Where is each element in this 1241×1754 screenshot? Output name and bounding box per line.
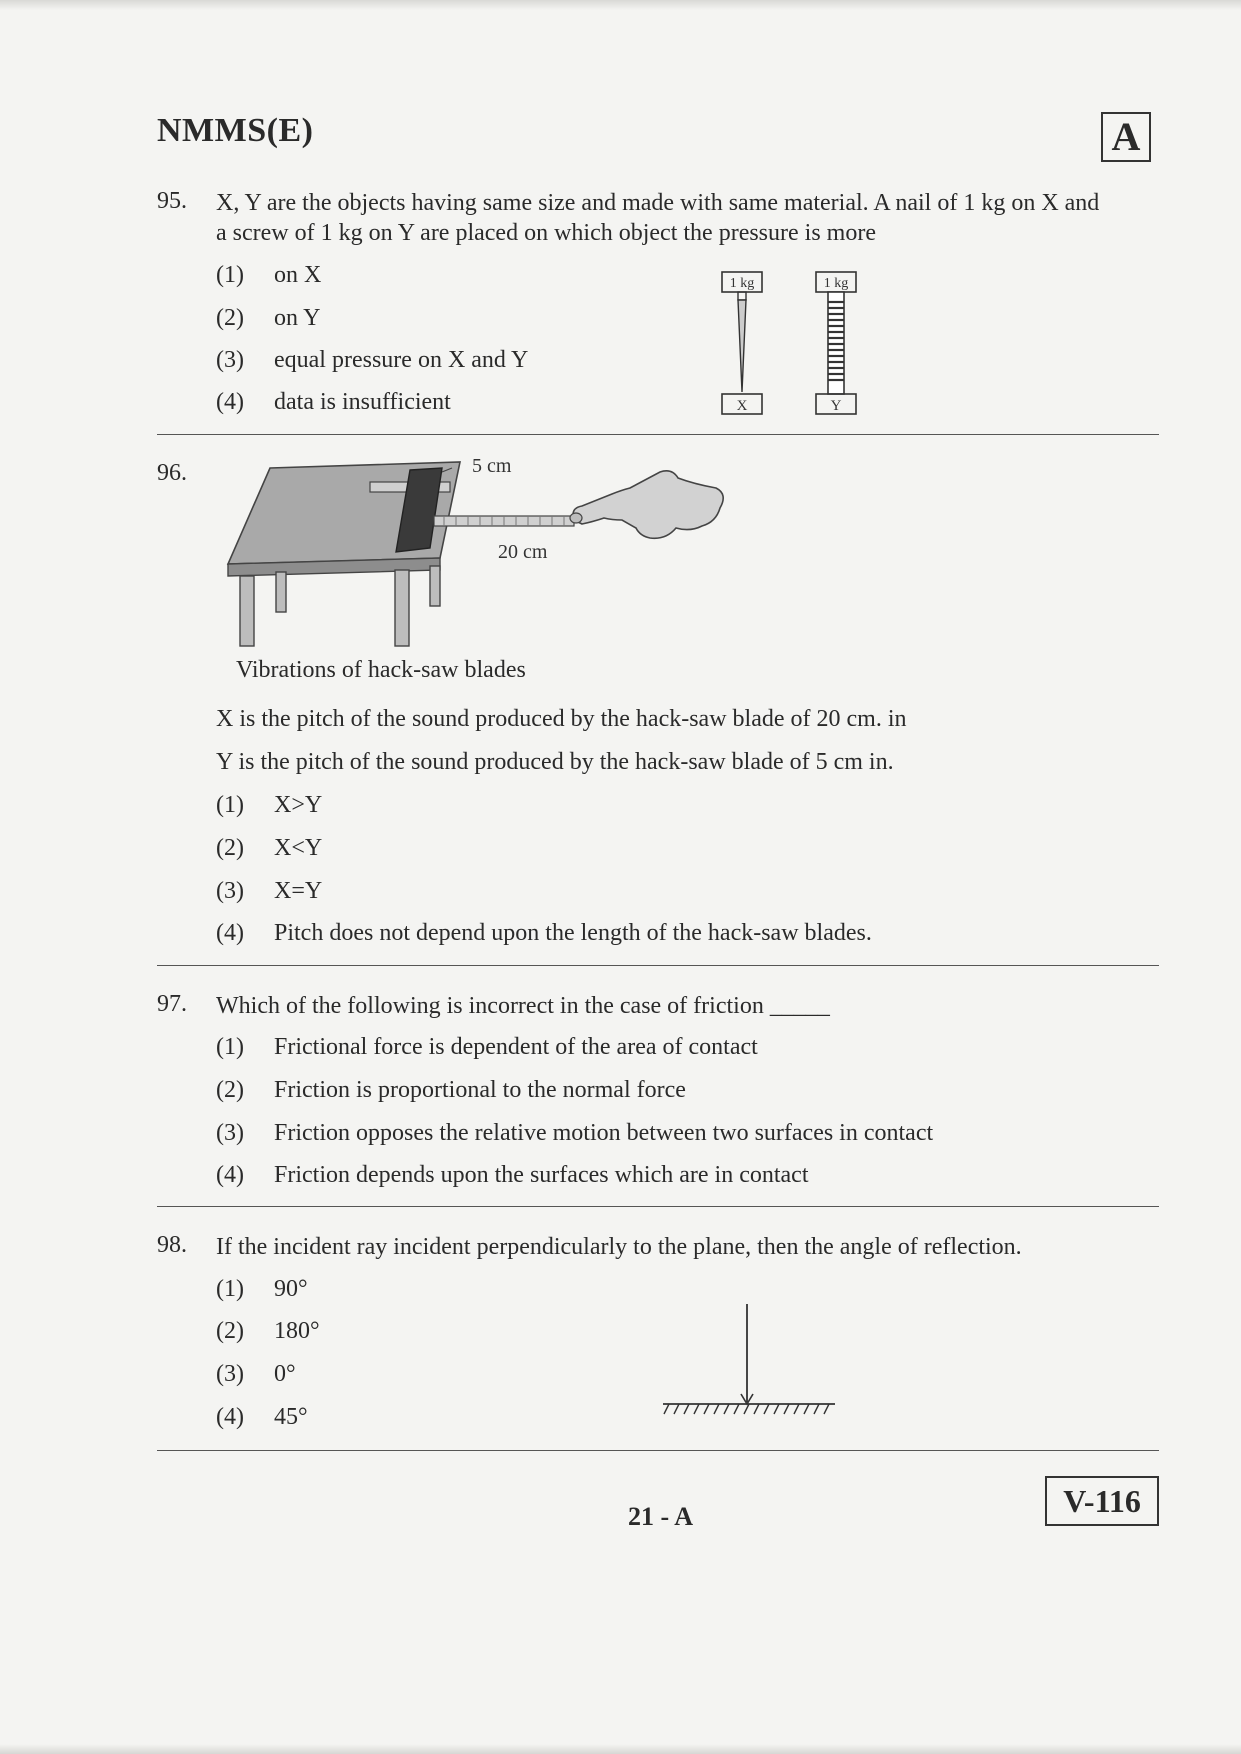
option-number: (2) [216, 1077, 244, 1103]
nail-screw-figure [710, 268, 870, 420]
question-96-statement-y: Y is the pitch of the sound produced by the hack-saw blade of 5 cm in. [216, 749, 894, 775]
option-text: 0° [274, 1361, 296, 1387]
question-96-statement-x: X is the pitch of the sound produced by the hack-saw blade of 20 cm. in [216, 706, 907, 732]
question-number-97: 97. [157, 991, 187, 1017]
option-text: 45° [274, 1404, 308, 1430]
question-98-option-3 [216, 1361, 296, 1388]
option-number: (3) [216, 347, 244, 373]
option-number: (2) [216, 835, 244, 861]
option-text: on X [274, 262, 322, 288]
option-number: (4) [216, 1404, 244, 1430]
question-98-option-4 [216, 1404, 308, 1431]
question-96-option-4 [216, 920, 872, 947]
option-number: (1) [216, 792, 244, 818]
page-number: 21 - A [628, 1502, 693, 1531]
option-number: (2) [216, 1318, 244, 1344]
short-blade-length-label: 5 cm [472, 455, 512, 477]
hand-illustration [573, 471, 723, 538]
question-97-option-4 [216, 1162, 809, 1189]
option-text: X>Y [274, 792, 323, 818]
question-95-option-3 [216, 347, 528, 374]
table-leg [240, 576, 254, 646]
option-number: (3) [216, 878, 244, 904]
question-number-95: 95. [157, 188, 187, 214]
divider [157, 1206, 1159, 1207]
option-text: 90° [274, 1276, 308, 1302]
scan-edge-top [0, 0, 1241, 10]
table-leg [430, 566, 440, 606]
question-97-option-3 [216, 1120, 933, 1147]
divider [157, 434, 1159, 435]
option-number: (4) [216, 389, 244, 415]
figure-caption: Vibrations of hack-saw blades [236, 657, 526, 683]
nail-weight-label: 1 kg [729, 276, 755, 291]
table-leg [395, 570, 409, 646]
option-number: (3) [216, 1361, 244, 1387]
question-95-option-1 [216, 262, 321, 289]
exam-title: NMMS(E) [157, 112, 314, 149]
screw-weight-label: 1 kg [823, 276, 849, 291]
long-blade-length-label: 20 cm [498, 541, 548, 563]
hacksaw-table-figure [220, 448, 730, 648]
question-97-option-1 [216, 1034, 758, 1061]
set-code-box: A [1101, 112, 1151, 162]
paper-code-box: V-116 [1045, 1476, 1159, 1526]
question-97-text: Which of the following is incorrect in the case of friction _____ [216, 993, 830, 1019]
option-text: Frictional force is dependent of the area of contact [274, 1034, 758, 1060]
question-98-option-2 [216, 1318, 320, 1345]
option-number: (1) [216, 262, 244, 288]
option-number: (4) [216, 1162, 244, 1188]
option-number: (4) [216, 920, 244, 946]
option-text: data is insufficient [274, 389, 451, 415]
question-98-text: If the incident ray incident perpendicularly to the plane, then the angle of reflection. [216, 1234, 1022, 1260]
question-95-text-line2: a screw of 1 kg on Y are placed on which object the pressure is more [216, 220, 876, 246]
option-number: (1) [216, 1276, 244, 1302]
option-text: Friction is proportional to the normal force [274, 1077, 686, 1103]
option-text: X=Y [274, 878, 323, 904]
question-95-option-4 [216, 389, 451, 416]
option-number: (1) [216, 1034, 244, 1060]
question-98-option-1 [216, 1276, 308, 1303]
option-text: Friction opposes the relative motion between two surfaces in contact [274, 1120, 934, 1146]
divider [157, 965, 1159, 966]
option-text: X<Y [274, 835, 323, 861]
nail-shape [738, 300, 746, 392]
option-text: on Y [274, 305, 321, 331]
object-y-label: Y [830, 398, 842, 414]
table-leg [276, 572, 286, 612]
question-number-98: 98. [157, 1232, 187, 1258]
question-96-option-3 [216, 878, 322, 905]
option-number: (3) [216, 1120, 244, 1146]
option-text: equal pressure on X and Y [274, 347, 529, 373]
divider [157, 1450, 1159, 1451]
incident-ray-figure [655, 1300, 845, 1420]
option-text: Friction depends upon the surfaces which are in contact [274, 1162, 809, 1188]
question-95-option-2 [216, 305, 320, 332]
question-96-option-2 [216, 835, 322, 862]
question-97-option-2 [216, 1077, 686, 1104]
option-text: 180° [274, 1318, 320, 1344]
object-x-label: X [736, 398, 748, 414]
option-number: (2) [216, 305, 244, 331]
question-number-96: 96. [157, 460, 187, 486]
option-text: Pitch does not depend upon the length of the hack-saw blades. [274, 920, 872, 946]
question-96-option-1 [216, 792, 322, 819]
scan-edge-bottom [0, 1744, 1241, 1754]
question-95-text-line1: X, Y are the objects having same size and made with same material. A nail of 1 kg on X and [216, 190, 1100, 216]
